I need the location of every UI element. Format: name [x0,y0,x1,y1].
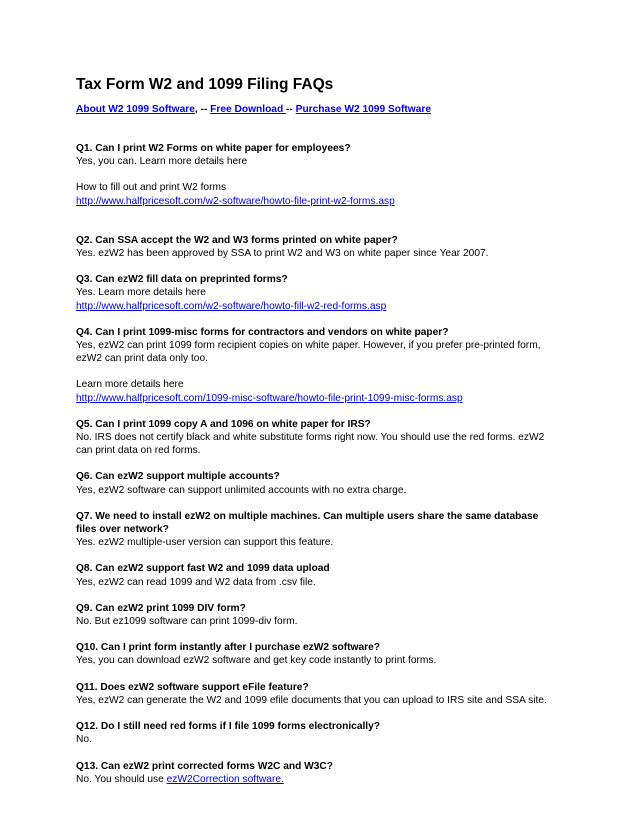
faq-link-4[interactable]: http://www.halfpricesoft.com/1099-misc-software/howto-file-print-1099-misc-forms.asp [76,392,463,404]
faq-answer-13-text: No. You should use [76,773,167,785]
ezw2correction-software-link[interactable]: ezW2Correction software. [166,773,284,785]
faq-answer-9: No. But ez1099 software can print 1099-div form. [76,616,298,628]
faq-answer-3: Yes. Learn more details here [76,287,206,299]
faq-answer-5-line-1: No. IRS does not certify black and white substitute forms right now. You should use the red forms. ezW2 [76,432,545,444]
faq-document [76,76,576,786]
faq-answer-5-line-2: can print data on red forms. [76,445,201,457]
page-title: Tax Form W2 and 1099 Filing FAQs [76,76,334,93]
nav-separator-2: -- [286,104,296,115]
faq-answer-4-line-2: ezW2 can print data only too. [76,353,208,365]
faq-question-10: Q10. Can I print form instantly after I purchase ezW2 software? [76,642,380,654]
faq-question-1: Q1. Can I print W2 Forms on white paper for employees? [76,143,351,154]
faq-question-13: Q13. Can ezW2 print corrected forms W2C and W3C? [76,760,333,772]
faq-answer-10: Yes, you can download ezW2 software and get key code instantly to print forms. [76,655,437,667]
faq-question-11: Q11. Does ezW2 software support eFile feature? [76,681,309,693]
faq-question-2: Q2. Can SSA accept the W2 and W3 forms printed on white paper? [76,234,398,246]
faq-link-3[interactable]: http://www.halfpricesoft.com/w2-software/howto-fill-w2-red-forms.asp [76,300,387,312]
faq-answer-8: Yes, ezW2 can read 1099 and W2 data from .csv file. [76,576,316,588]
faq-question-3: Q3. Can ezW2 fill data on preprinted forms? [76,274,288,286]
faq-answer-1: Yes, you can. Learn more details here [76,156,248,168]
faq-question-9: Q9. Can ezW2 print 1099 DIV form? [76,602,246,614]
faq-question-12: Q12. Do I still need red forms if I file 1099 forms electronically? [76,721,381,733]
faq-answer-12: No. [76,734,92,746]
faq-question-7-line-1: Q7. We need to install ezW2 on multiple machines. Can multiple users share the same database [76,510,539,522]
faq-question-7-line-2: files over network? [76,524,169,536]
faq-answer-13 [76,773,576,786]
faq-answer-7: Yes. ezW2 multiple-user version can support this feature. [76,537,334,549]
faq-question-4: Q4. Can I print 1099-misc forms for contractors and vendors on white paper? [76,326,449,338]
purchase-software-link[interactable]: Purchase W2 1099 Software [295,104,431,115]
faq-answer-4-line-1: Yes, ezW2 can print 1099 form recipient copies on white paper. However, if you prefer pre-printed form, [76,340,541,352]
faq-link-1[interactable]: http://www.halfpricesoft.com/w2-software/howto-file-print-w2-forms.asp [76,195,395,207]
about-software-link[interactable]: About W2 1099 Software [76,104,195,115]
faq-answer-11: Yes, ezW2 can generate the W2 and 1099 efile documents that you can upload to IRS site and SSA site. [76,694,547,706]
faq-answer-2: Yes. ezW2 has been approved by SSA to print W2 and W3 on white paper since Year 2007. [76,248,489,260]
faq-question-5: Q5. Can I print 1099 copy A and 1096 on white paper for IRS? [76,418,371,430]
faq-question-6: Q6. Can ezW2 support multiple accounts? [76,471,280,483]
free-download-link[interactable]: Free Download [210,104,287,115]
faq-answer-4-line-3: Learn more details here [76,379,184,391]
faq-answer-1-howto: How to fill out and print W2 forms [76,182,227,194]
nav-separator-1: , -- [194,104,211,115]
faq-question-8: Q8. Can ezW2 support fast W2 and 1099 data upload [76,563,330,575]
faq-answer-6: Yes, ezW2 software can support unlimited accounts with no extra charge. [76,484,407,496]
nav-links [76,103,576,117]
